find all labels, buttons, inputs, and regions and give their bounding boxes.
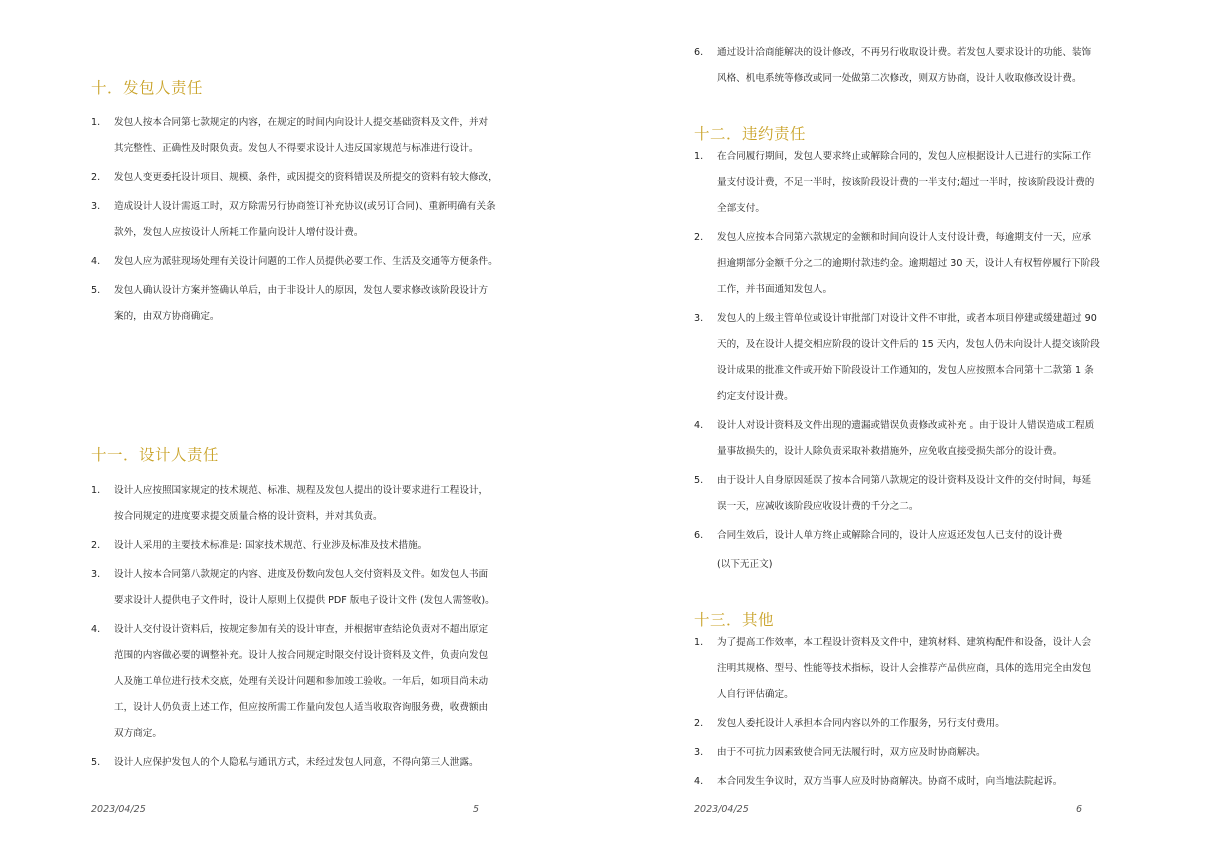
item-line: 全部支付。 <box>717 203 765 214</box>
item-line: 设计人按本合同第八款规定的内容、进度及份数向发包人交付资料及文件。如发包人书面 <box>114 569 489 580</box>
item-line: 人及施工单位进行技术交底，处理有关设计问题和参加竣工验收。一年后，如项目尚未动 <box>114 676 489 687</box>
item-line: 发包人应为派驻现场处理有关设计问题的工作人员提供必要工作、生活及交通等方便条件。 <box>114 256 498 267</box>
item-number: 2. <box>91 540 101 551</box>
section-10-list <box>91 110 561 333</box>
item-line: 发包人的上级主管单位或设计审批部门对设计文件不审批，或者本项目停建或缓建超过 90 <box>717 313 1097 324</box>
continued-list <box>694 40 1164 95</box>
page-5 <box>0 0 602 852</box>
page-number: 5 <box>473 804 480 815</box>
item-line: 误一天，应减收该阶段应收设计费的千分之二。 <box>717 501 919 512</box>
end-note: (以下无正文) <box>717 559 773 570</box>
item-line: 注明其规格、型号、性能等技术指标，设计人会推荐产品供应商，具体的选用完全由发包 <box>717 663 1092 674</box>
list-item <box>694 40 1164 92</box>
item-line: 按合同规定的进度要求提交质量合格的设计资料，并对其负责。 <box>114 511 383 522</box>
list-item <box>91 249 561 275</box>
item-line: 量事故损失的，设计人除负责采取补救措施外，应免收直接受损失部分的设计费。 <box>717 446 1063 457</box>
item-line: 人自行评估确定。 <box>717 689 794 700</box>
item-line: 合同生效后，设计人单方终止或解除合同的，设计人应返还发包人已支付的设计费 <box>717 530 1063 541</box>
item-line: 发包人变更委托设计项目、规模、条件，或因提交的资料错误及所提交的资料有较大修改， <box>114 172 498 183</box>
list-item <box>694 413 1164 465</box>
section-heading-10: 十．发包人责任 <box>91 79 204 97</box>
item-line: 发包人委托设计人承担本合同内容以外的工作服务，另行支付费用。 <box>717 718 1005 729</box>
item-line: 量支付设计费，不足一半时，按该阶段设计费的一半支付;超过一半时，按该阶段设计费的 <box>717 177 1095 188</box>
list-item <box>694 468 1164 520</box>
item-line: 设计成果的批准文件或开始下阶段设计工作通知的，发包人应按照本合同第十二款第 1 条 <box>717 365 1094 376</box>
item-line: 风格、机电系统等修改或同一处做第二次修改，则双方协商，设计人收取修改设计费。 <box>717 73 1082 84</box>
item-line: 设计人应按照国家规定的技术规范、标准、规程及发包人提出的设计要求进行工程设计， <box>114 485 489 496</box>
item-line: 设计人采用的主要技术标准是: 国家技术规范、行业涉及标准及技术措施。 <box>114 540 428 551</box>
item-number: 4. <box>91 256 101 267</box>
item-number: 5. <box>694 475 704 486</box>
item-line: 款外，发包人应按设计人所耗工作量向设计人增付设计费。 <box>114 227 364 238</box>
list-item <box>91 278 561 330</box>
item-line: 本合同发生争议时，双方当事人应及时协商解决。协商不成时，向当地法院起诉。 <box>717 776 1063 787</box>
list-item <box>91 750 561 776</box>
item-line: 其完整性、正确性及时限负责。发包人不得要求设计人违反国家规范与标准进行设计。 <box>114 143 479 154</box>
footer-date: 2023/04/25 <box>694 804 749 815</box>
item-line: 发包人应按本合同第六款规定的金额和时间向设计人支付设计费，每逾期支付一天，应承 <box>717 232 1092 243</box>
item-line: 要求设计人提供电子文件时，设计人原则上仅提供 PDF 版电子设计文件 (发包人需签收)。 <box>114 595 495 606</box>
item-number: 4. <box>694 776 704 787</box>
list-item <box>694 225 1164 303</box>
item-number: 4. <box>694 420 704 431</box>
section-heading-13: 十三．其他 <box>694 611 775 629</box>
list-item <box>694 144 1164 222</box>
item-line: 工，设计人仍负责上述工作，但应按所需工作量向发包人适当收取咨询服务费，收费额由 <box>114 702 489 713</box>
item-line: 造成设计人设计需返工时，双方除需另行协商签订补充协议(或另订合同)、重新明确有关条 <box>114 201 496 212</box>
item-line: 通过设计洽商能解决的设计修改，不再另行收取设计费。若发包人要求设计的功能、装饰 <box>717 47 1092 58</box>
section-11-list <box>91 478 561 779</box>
list-item <box>694 769 1164 795</box>
item-number: 3. <box>91 201 101 212</box>
item-line: 在合同履行期间，发包人要求终止或解除合同的，发包人应根据设计人已进行的实际工作 <box>717 151 1092 162</box>
item-line: 案的，由双方协商确定。 <box>114 311 220 322</box>
item-line: 设计人应保护发包人的个人隐私与通讯方式，未经过发包人同意，不得向第三人泄露。 <box>114 757 479 768</box>
item-line: 天的，及在设计人提交相应阶段的设计文件后的 15 天内，发包人仍未向设计人提交该阶段 <box>717 339 1100 350</box>
item-number: 3. <box>694 747 704 758</box>
item-number: 1. <box>694 151 704 162</box>
item-number: 2. <box>91 172 101 183</box>
list-item <box>694 630 1164 708</box>
item-line: 约定支付设计费。 <box>717 391 794 402</box>
item-line: 发包人确认设计方案并签确认单后，由于非设计人的原因，发包人要求修改该阶段设计方 <box>114 285 489 296</box>
item-number: 4. <box>91 624 101 635</box>
section-heading-12: 十二．违约责任 <box>694 125 807 143</box>
section-13-list <box>694 630 1164 798</box>
list-item <box>694 306 1164 410</box>
page-number: 6 <box>1076 804 1083 815</box>
item-line: 工作，并书面通知发包人。 <box>717 284 833 295</box>
list-item <box>91 165 561 191</box>
item-number: 3. <box>694 313 704 324</box>
item-line: 设计人对设计资料及文件出现的遗漏或错误负责修改或补充 。由于设计人错误造成工程质 <box>717 420 1095 431</box>
list-item <box>91 110 561 162</box>
footer-date: 2023/04/25 <box>91 804 146 815</box>
item-line: 担逾期部分金额千分之二的逾期付款违约金。逾期超过 30 天，设计人有权暂停履行下阶段 <box>717 258 1100 269</box>
list-item <box>694 740 1164 766</box>
item-number: 1. <box>694 637 704 648</box>
item-line: 由于不可抗力因素致使合同无法履行时，双方应及时协商解决。 <box>717 747 986 758</box>
section-heading-11: 十一．设计人责任 <box>91 446 220 464</box>
page-6 <box>603 0 1205 852</box>
item-line: 双方商定。 <box>114 728 162 739</box>
item-number: 5. <box>91 757 101 768</box>
list-item <box>91 562 561 614</box>
item-number: 6. <box>694 530 704 541</box>
item-line: 范围的内容做必要的调整补充。设计人按合同规定时限交付设计资料及文件，负责向发包 <box>114 650 489 661</box>
item-line: 由于设计人自身原因延误了按本合同第八款规定的设计资料及设计文件的交付时间，每延 <box>717 475 1092 486</box>
item-number: 1. <box>91 485 101 496</box>
list-item <box>694 711 1164 737</box>
item-number: 3. <box>91 569 101 580</box>
list-item <box>91 617 561 747</box>
item-number: 6. <box>694 47 704 58</box>
section-12-list <box>694 144 1164 552</box>
item-line: 设计人交付设计资料后，按规定参加有关的设计审查，并根据审查结论负责对不超出原定 <box>114 624 489 635</box>
item-number: 1. <box>91 117 101 128</box>
item-number: 5. <box>91 285 101 296</box>
item-line: 为了提高工作效率，本工程设计资料及文件中，建筑材料、建筑构配件和设备，设计人会 <box>717 637 1092 648</box>
item-line: 发包人按本合同第七款规定的内容，在规定的时间内向设计人提交基础资料及文件，并对 <box>114 117 489 128</box>
item-number: 2. <box>694 232 704 243</box>
item-number: 2. <box>694 718 704 729</box>
list-item <box>91 533 561 559</box>
list-item <box>91 478 561 530</box>
list-item <box>694 523 1164 549</box>
list-item <box>91 194 561 246</box>
